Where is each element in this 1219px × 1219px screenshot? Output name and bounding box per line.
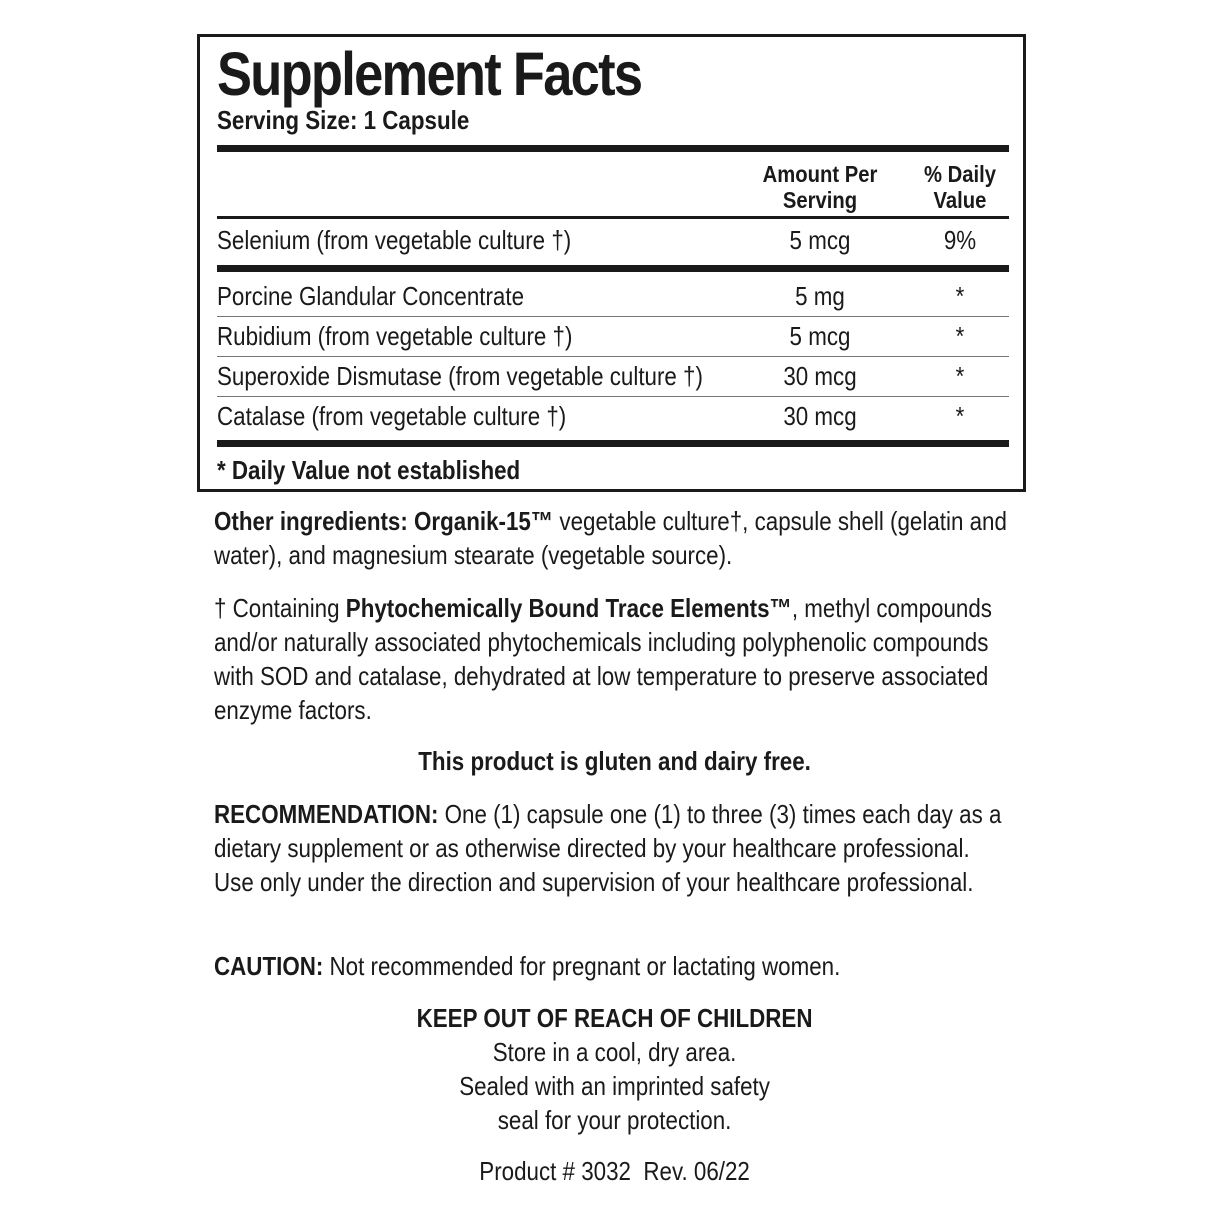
- row-divider: [217, 356, 1009, 357]
- row-name: Superoxide Dismutase (from vegetable culture †): [217, 361, 703, 391]
- caution-label: CAUTION:: [214, 951, 324, 981]
- daily-value-footnote: * Daily Value not established: [217, 455, 521, 485]
- organik-brand: Organik-15™: [414, 506, 554, 536]
- panel-title: Supplement Facts: [217, 40, 642, 108]
- header-amount: [750, 161, 891, 213]
- header-dv-line1: % Daily: [923, 161, 996, 187]
- storage-line-3: seal for your protection.: [497, 1105, 732, 1135]
- rule-bottom: [217, 440, 1009, 447]
- storage-line-2: Sealed with an imprinted safety: [459, 1071, 770, 1101]
- row-amount: 5 mcg: [789, 321, 851, 351]
- row-amount: 30 mcg: [783, 361, 857, 391]
- other-ingredients-label: Other ingredients:: [214, 506, 408, 536]
- recommendation-label: RECOMMENDATION:: [214, 799, 439, 829]
- row-amount: 5 mcg: [789, 225, 851, 255]
- storage-line-1: Store in a cool, dry area.: [492, 1037, 737, 1067]
- header-dv-line2: Value: [933, 187, 987, 213]
- header-amount-line1: Amount Per: [762, 161, 878, 187]
- caution: [214, 949, 1014, 983]
- product-id: Product # 3032 Rev. 06/22: [479, 1156, 750, 1186]
- storage-block: [86, 1001, 1143, 1137]
- rule-section: [217, 265, 1009, 272]
- header-amount-line2: Serving: [782, 187, 858, 213]
- row-daily-value: *: [955, 361, 965, 391]
- dagger-note-bold: Phytochemically Bound Trace Elements™: [345, 593, 792, 623]
- gluten-statement: [86, 744, 1143, 778]
- recommendation-text: One (1) capsule one (1) to three (3) times each day as a dietary supplement or as otherwise directed by your healthcare professional. Use only under the direction and supervision of your healthcare professional.: [214, 799, 1002, 897]
- dagger-note-text: , methyl compounds and/or naturally associated phytochemicals including polyphenolic compounds with SOD and catalase, dehydrated at low temperature to preserve associated enzyme factors.: [214, 593, 992, 725]
- other-ingredients-text: vegetable culture†, capsule shell (gelatin and water), and magnesium stearate (vegetable source).: [214, 506, 1007, 570]
- row-daily-value: 9%: [943, 225, 977, 255]
- row-daily-value: *: [955, 321, 965, 351]
- gluten-statement-text: This product is gluten and dairy free.: [418, 746, 811, 776]
- recommendation: [214, 797, 1014, 899]
- serving-size: Serving Size: 1 Capsule: [217, 105, 470, 135]
- header-daily-value: [916, 161, 1004, 213]
- row-daily-value: *: [955, 281, 965, 311]
- row-divider: [217, 316, 1009, 317]
- dagger-note: [214, 591, 1014, 727]
- row-daily-value: *: [955, 401, 965, 431]
- caution-text: Not recommended for pregnant or lactating women.: [323, 951, 841, 981]
- row-name: Catalase (from vegetable culture †): [217, 401, 567, 431]
- dagger-note-prefix: † Containing: [214, 593, 346, 623]
- keep-out-heading: KEEP OUT OF REACH OF CHILDREN: [416, 1003, 813, 1033]
- other-ingredients: [214, 504, 1014, 572]
- row-divider: [217, 396, 1009, 397]
- row-amount: 5 mg: [795, 281, 845, 311]
- row-name: Rubidium (from vegetable culture †): [217, 321, 573, 351]
- row-amount: 30 mcg: [783, 401, 857, 431]
- supplement-facts-panel: [197, 34, 1026, 492]
- row-name: Selenium (from vegetable culture †): [217, 225, 572, 255]
- rule-top: [217, 145, 1009, 152]
- row-name: Porcine Glandular Concentrate: [217, 281, 525, 311]
- rule-header: [217, 216, 1009, 219]
